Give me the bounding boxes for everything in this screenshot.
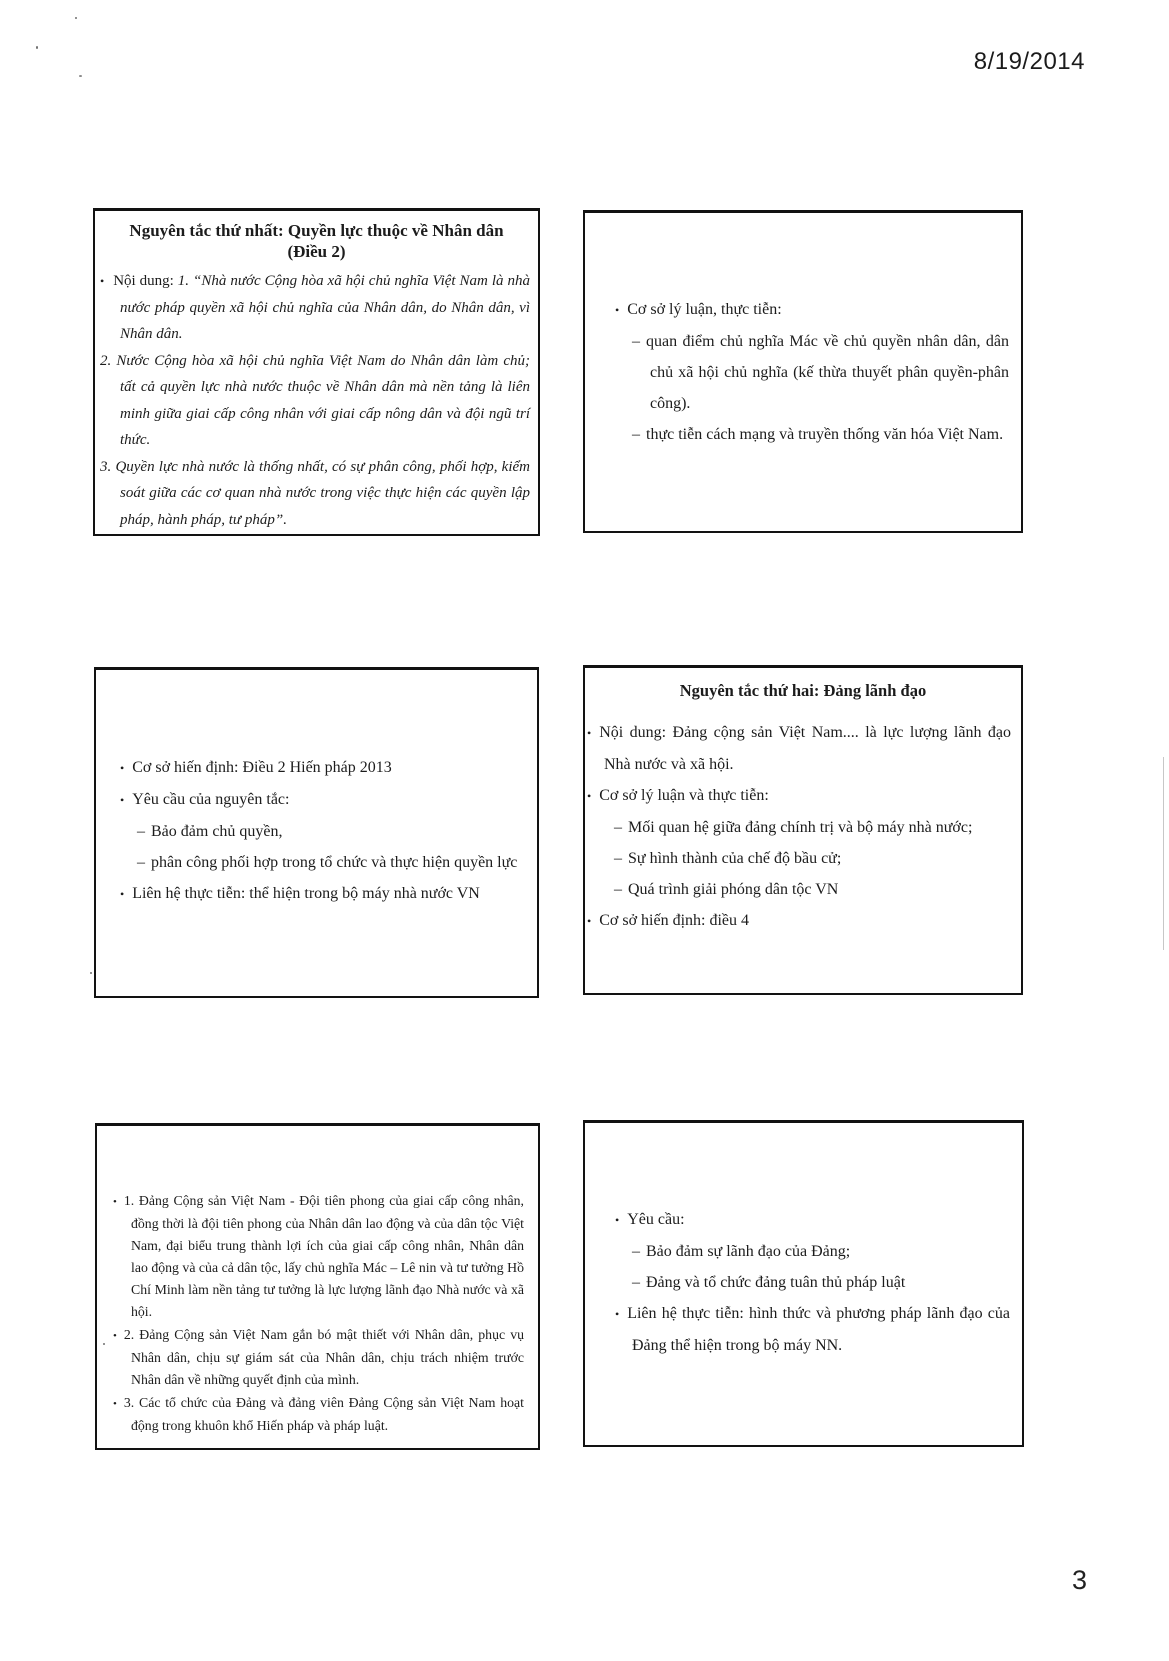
list-item <box>632 326 1009 419</box>
dash-icon: – <box>614 850 622 867</box>
list-item <box>615 1298 1010 1361</box>
list-item <box>632 1236 1010 1267</box>
dash-icon: – <box>632 333 640 350</box>
item-text: Bảo đảm sự lãnh đạo của Đảng; <box>646 1243 851 1260</box>
list-item <box>120 784 527 816</box>
slide-6 <box>583 1120 1024 1447</box>
slide-3-body <box>96 670 537 910</box>
bullet-icon: • <box>615 303 620 317</box>
slide-1-title-line1: Nguyên tắc thứ nhất: Quyền lực thuộc về Nhân dân <box>129 221 504 240</box>
item-text: quan điểm chủ nghĩa Mác về chủ quyền nhân dân, dân chủ xã hội chủ nghĩa (kế thừa thuyết phân quyền-phân công). <box>646 333 1009 412</box>
bullet-icon: • <box>120 887 125 901</box>
list-item <box>632 1267 1010 1298</box>
bullet-icon: • <box>120 793 125 807</box>
slide-5 <box>95 1123 540 1450</box>
list-item <box>113 1190 524 1323</box>
item-text: Liên hệ thực tiễn: thể hiện trong bộ máy nhà nước VN <box>132 885 480 902</box>
item-text: Quá trình giải phóng dân tộc VN <box>628 881 839 898</box>
list-item <box>615 294 1009 326</box>
dash-icon: – <box>614 819 622 836</box>
list-item <box>587 905 1011 937</box>
slide-1-body <box>95 262 538 533</box>
slide-4-body <box>585 701 1021 937</box>
item-text: Cơ sở hiến định: điều 4 <box>599 912 750 929</box>
scan-speck <box>103 1343 105 1345</box>
item-text: Cơ sở hiến định: Điều 2 Hiến pháp 2013 <box>132 759 392 776</box>
bullet-icon: • <box>100 274 105 288</box>
list-item <box>614 874 1011 905</box>
list-item <box>615 1204 1010 1236</box>
scan-speck <box>90 972 92 974</box>
list-item <box>614 812 1011 843</box>
item-text: Đảng và tổ chức đảng tuân thủ pháp luật <box>646 1274 906 1291</box>
item-label: Nội dung: <box>113 273 178 289</box>
list-item <box>113 1324 524 1391</box>
slide-2-body <box>585 213 1021 450</box>
bullet-icon: • <box>587 726 592 740</box>
dash-icon: – <box>137 854 145 871</box>
dash-icon: – <box>632 426 640 443</box>
bullet-icon: • <box>113 1398 117 1410</box>
bullet-icon: • <box>587 789 592 803</box>
scan-line-artifact <box>1163 757 1164 950</box>
item-text: Yêu cầu: <box>627 1211 685 1228</box>
dash-icon: – <box>632 1243 640 1260</box>
item-text: Mối quan hệ giữa đảng chính trị và bộ máy nhà nước; <box>628 819 973 836</box>
item-text: Cơ sở lý luận và thực tiễn: <box>599 787 769 804</box>
print-date: 8/19/2014 <box>973 48 1085 75</box>
item-text: 1. “Nhà nước Cộng hòa xã hội chủ nghĩa Việt Nam là nhà nước pháp quyền xã hội chủ nghĩa của Nhân dân, do Nhân dân, vì Nhân dân. <box>120 273 530 342</box>
slide-2 <box>583 210 1023 533</box>
list-item <box>100 268 530 348</box>
item-text: 3. Các tổ chức của Đảng và đảng viên Đảng Cộng sản Việt Nam hoạt động trong khuôn khổ Hiến pháp và pháp luật. <box>123 1395 524 1433</box>
bullet-icon: • <box>120 761 125 775</box>
slide-5-body <box>97 1126 538 1437</box>
list-item <box>632 419 1009 450</box>
bullet-icon: • <box>615 1213 620 1227</box>
item-text: Bảo đảm chủ quyền, <box>151 823 283 840</box>
item-text: thực tiễn cách mạng và truyền thống văn hóa Việt Nam. <box>646 426 1004 443</box>
item-text: phân công phối hợp trong tổ chức và thực hiện quyền lực <box>151 854 518 871</box>
item-text: Nội dung: Đảng cộng sản Việt Nam.... là lực lượng lãnh đạo Nhà nước và xã hội. <box>599 724 1011 773</box>
item-text: Cơ sở lý luận, thực tiễn: <box>627 301 782 318</box>
slide-4 <box>583 665 1023 995</box>
item-text: Sự hình thành của chế độ bầu cử; <box>628 850 842 867</box>
item-text: 1. Đảng Cộng sản Việt Nam - Đội tiên phong của giai cấp công nhân, đồng thời là đội tiên phong của Nhân dân lao động và của dân tộc Việt Nam, đại biểu trung thành lợi ích của giai cấp công nhân, Nhân dân lao động và của cả dân tộc, lấy chủ nghĩa Mác – Lê nin và tư tưởng Hồ Chí Minh làm nền tảng tư tưởng là lực lượng lãnh đạo Nhà nước và xã hội. <box>123 1193 524 1319</box>
list-item <box>587 780 1011 812</box>
item-text: 2. Đảng Cộng sản Việt Nam gắn bó mật thiết với Nhân dân, phục vụ Nhân dân, chịu sự giám sát của Nhân dân, chịu trách nhiệm trước Nhân dân về những quyết định của mình. <box>123 1327 524 1387</box>
slide-1 <box>93 208 540 536</box>
list-item <box>614 843 1011 874</box>
list-item: 2. Nước Cộng hòa xã hội chủ nghĩa Việt Nam do Nhân dân làm chủ; tất cả quyền lực nhà nước thuộc về Nhân dân mà nền tảng là liên minh giữa giai cấp công nhân với giai cấp nông dân và đội ngũ trí thức. <box>100 352 530 448</box>
dash-icon: – <box>632 1274 640 1291</box>
item-text: Yêu cầu của nguyên tắc: <box>132 791 290 808</box>
scan-speck <box>79 75 82 77</box>
list-item <box>137 816 527 847</box>
slide-1-title-line2: (Điều 2) <box>287 242 346 261</box>
slide-6-body <box>585 1123 1022 1361</box>
list-item: 3. Quyền lực nhà nước là thống nhất, có sự phân công, phối hợp, kiểm soát giữa các cơ quan nhà nước trong việc thực hiện các quyền lập pháp, hành pháp, tư pháp”. <box>100 458 530 528</box>
list-item <box>587 717 1011 780</box>
page-number: 3 <box>1072 1565 1088 1595</box>
list-item <box>120 878 527 910</box>
bullet-icon: • <box>587 914 592 928</box>
scan-speck <box>75 17 77 19</box>
bullet-icon: • <box>615 1307 620 1321</box>
slide-3 <box>94 667 539 998</box>
dash-icon: – <box>614 881 622 898</box>
scan-speck <box>36 46 38 49</box>
bullet-icon: • <box>113 1330 117 1342</box>
list-item <box>120 752 527 784</box>
bullet-icon: • <box>113 1196 117 1208</box>
item-text: Liên hệ thực tiễn: hình thức và phương pháp lãnh đạo của Đảng thể hiện trong bộ máy NN. <box>627 1305 1010 1354</box>
list-item <box>113 1392 524 1437</box>
dash-icon: – <box>137 823 145 840</box>
slide-4-title: Nguyên tắc thứ hai: Đảng lãnh đạo <box>679 681 927 700</box>
list-item <box>137 847 527 878</box>
slide-1-title <box>95 211 538 262</box>
